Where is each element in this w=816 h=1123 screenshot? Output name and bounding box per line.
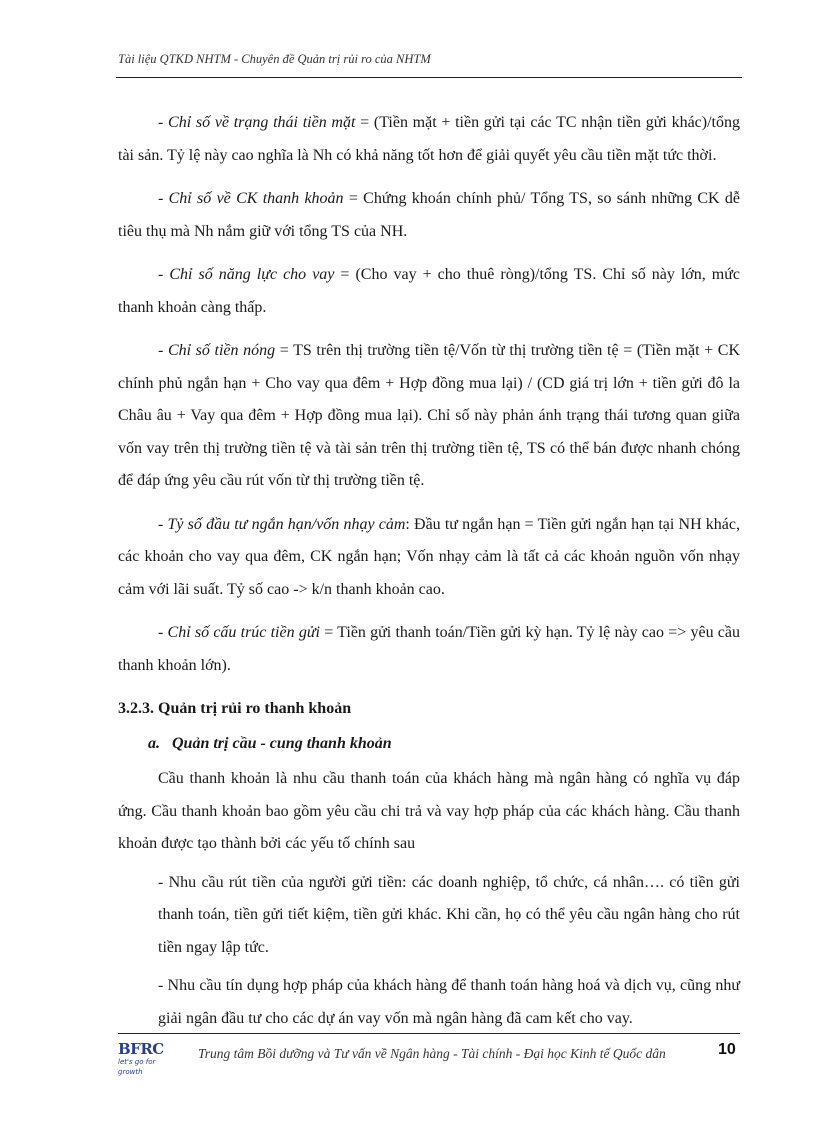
section-heading: 3.2.3. Quản trị rủi ro thanh khoản — [118, 700, 352, 717]
bullet-withdrawal-demand: - Nhu cầu rút tiền của người gửi tiền: các doanh nghiệp, tổ chức, cá nhân…. có tiền gửi thanh toán, tiền gửi tiết kiệm, tiền gửi khác. Khi cần, họ có thể yêu cầu ngân hàng cho rút tiền ngay lập tức. — [158, 873, 740, 956]
paragraph-text: : Đầu tư ngắn hạn = Tiền gửi ngắn hạn tại NH khác, các khoản cho vay qua đêm, CK ngắn hạn; Vốn nhạy cảm là tất cả các khoản nguồn vốn nhạy cảm với lãi suất. Tỷ số cao -> k/n thanh khoản cao. — [118, 515, 740, 598]
paragraph-text: = TS trên thị trường tiền tệ/Vốn từ thị trường tiền tệ = (Tiền mặt + CK chính phủ ngắn hạn + Cho vay qua đêm + Hợp đồng mua lại) / (CD giá trị lớn + tiền gửi đô la Châu âu + Vay qua đêm + Hợp đồng mua lại). Chỉ số này phản ánh trạng thái tương quan giữa vốn vay trên thị trường tiền tệ và tài sản trên thị trường tiền tệ, TS có thể bán được nhanh chóng để đáp ứng yêu cầu rút vốn từ thị trường tiền tệ. — [118, 342, 741, 489]
bfrc-logo — [118, 1041, 182, 1075]
term-liquid-securities: Chỉ số về CK thanh khoản — [168, 190, 344, 207]
subsection-marker: a. — [148, 735, 160, 752]
dash: - — [158, 266, 170, 283]
term-hot-money: Chỉ số tiền nóng — [167, 342, 276, 359]
paragraph-text: = Tiền gửi thanh toán/Tiền gửi kỳ hạn. Tỷ lệ này cao => yêu cầu thanh khoản lớn). — [118, 624, 741, 674]
subsection-heading — [148, 728, 740, 760]
footer-rule — [118, 1033, 740, 1034]
paragraph-cash-ratio — [118, 107, 740, 172]
dash: - — [158, 515, 168, 533]
subsection-title: Quản trị cầu - cung thanh khoản — [172, 735, 392, 752]
dash: - — [158, 624, 168, 641]
logo-tagline: let's go for growth — [118, 1058, 156, 1076]
paragraph-short-term-investment — [118, 509, 740, 607]
body-paragraph: Cầu thanh khoản là nhu cầu thanh toán của khách hàng mà ngân hàng có nghĩa vụ đáp ứng. Cầu thanh khoản bao gồm yêu cầu chi trả và vay hợp pháp của các khách hàng. Cầu thanh khoản được tạo thành bởi các yếu tố chính sau — [118, 770, 740, 852]
paragraph-text: = (Cho vay + cho thuê ròng)/tổng TS. Chỉ số này lớn, mức thanh khoản càng thấp. — [118, 266, 741, 316]
term-lending-capacity: Chỉ số năng lực cho vay — [169, 266, 335, 283]
term-cash-ratio: Chỉ số về trạng thái tiền mặt — [168, 114, 356, 131]
dash: - — [158, 342, 168, 359]
dash: - — [158, 114, 169, 131]
paragraph-lending-capacity — [118, 259, 740, 324]
paragraph-text: = Chứng khoán chính phủ/ Tổng TS, so sánh những CK dễ tiêu thụ mà Nh nắm giữ với tổng TS của NH. — [118, 190, 740, 240]
paragraph-hot-money — [118, 335, 740, 498]
bullet-credit-demand: - Nhu cầu tín dụng hợp pháp của khách hàng để thanh toán hàng hoá và dịch vụ, cũng như giải ngân đầu tư cho các dự án vay vốn mà ngân hàng đã cam kết cho vay. — [158, 977, 740, 1027]
paragraph-deposit-structure — [118, 617, 740, 682]
dash: - — [158, 190, 169, 207]
paragraph-liquid-securities — [118, 183, 740, 248]
page-content — [118, 107, 740, 1035]
paragraph-text: = (Tiền mặt + tiền gửi tại các TC nhận tiền gửi khác)/tổng tài sản. Tỷ lệ này cao nghĩa là Nh có khả năng tốt hơn để giải quyết yêu cầu tiền mặt tức thời. — [118, 114, 740, 164]
page-number: 10 — [718, 1041, 736, 1058]
header-rule — [116, 77, 742, 78]
running-header: Tài liệu QTKD NHTM - Chuyên đề Quản trị rủi ro của NHTM — [118, 52, 431, 66]
footer-text: Trung tâm Bồi dưỡng và Tư vấn về Ngân hàng - Tài chính - Đại học Kinh tế Quốc dân — [198, 1046, 666, 1061]
term-deposit-structure: Chỉ số cấu trúc tiền gửi — [167, 624, 320, 641]
term-short-term-investment: Tỷ số đầu tư ngắn hạn/vốn nhạy cảm — [167, 515, 406, 533]
logo-text: BFRC — [118, 1040, 164, 1058]
